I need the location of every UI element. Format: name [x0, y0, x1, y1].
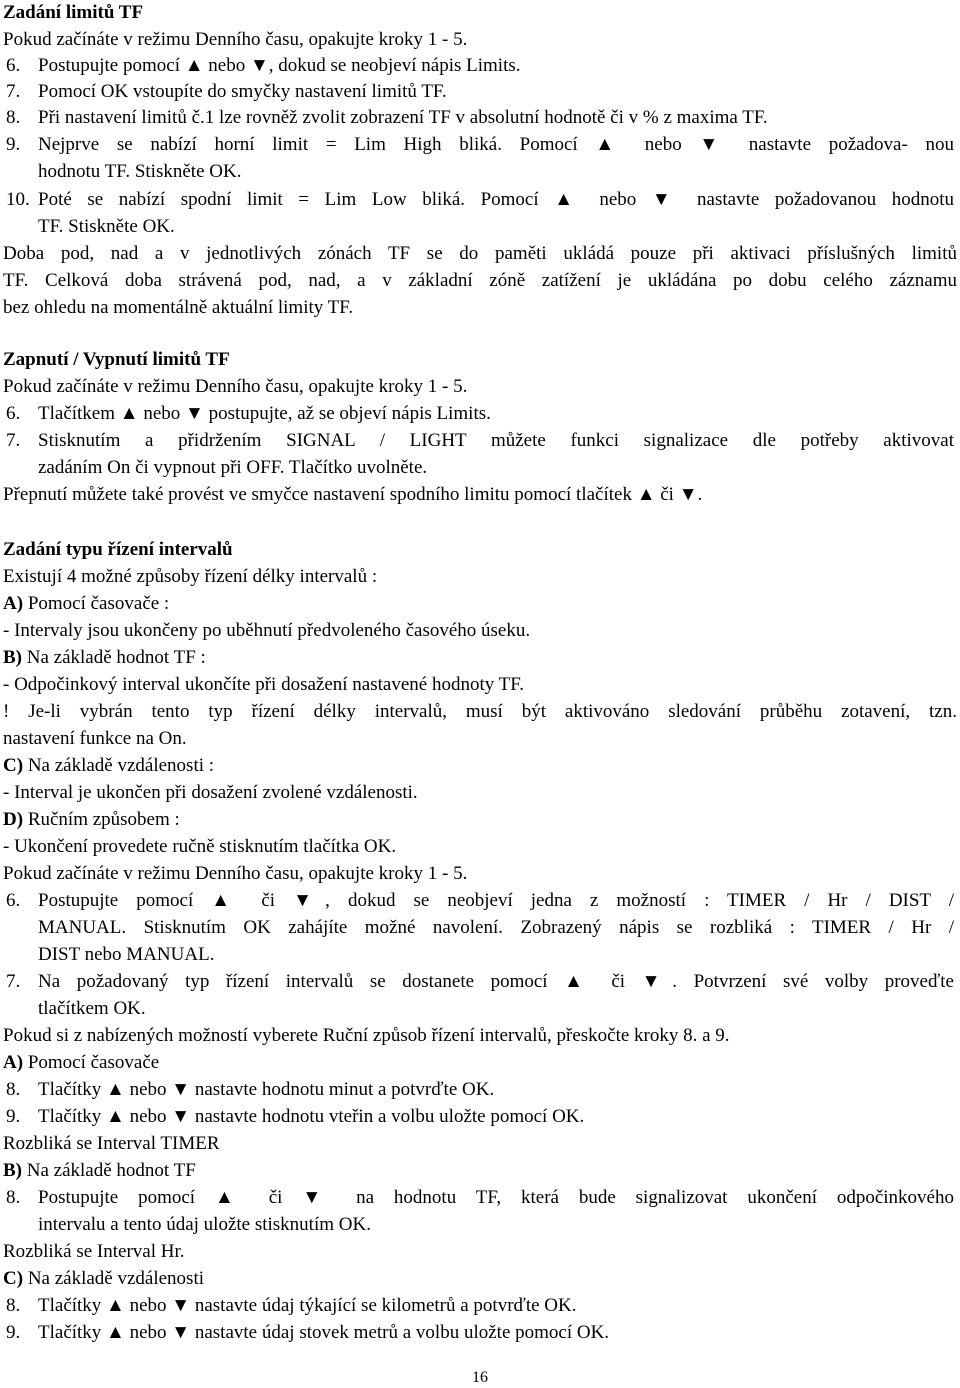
step-text: Postupujte pomocí ▲ či ▼, dokud se neobjeví jedna z možností : TIMER / Hr / DIST / — [38, 890, 954, 911]
step-text: MANUAL. Stisknutím OK zahájíte možné navolení. Zobrazený nápis se rozbliká : TIMER / Hr / — [38, 917, 954, 938]
step-text: Nejprve se nabízí horní limit = Lim High bliká. Pomocí ▲ nebo ▼ nastavte požadova- nou — [38, 134, 954, 155]
option-a-settings — [3, 1049, 957, 1076]
step-text: Tlačítky ▲ nebo ▼ nastavte údaj týkající se kilometrů a potvrďte OK. — [38, 1295, 577, 1316]
note-line: Pokud si z nabízených možností vyberete Ruční způsob řízení intervalů, přeskočte kroky 8. a 9. — [3, 1025, 730, 1046]
step-number: 7. — [6, 81, 21, 102]
option-letter: A) — [3, 1052, 24, 1073]
step-number: 7. — [6, 430, 21, 451]
option-title: Ručním způsobem : — [27, 809, 180, 830]
paragraph-line: Doba pod, nad a v jednotlivých zónách TF se do paměti ukládá pouze při aktivaci příslušných limitů — [3, 243, 957, 264]
page-number: 16 — [472, 1369, 488, 1386]
option-c-desc: - Interval je ukončen při dosažení zvolené vzdálenosti. — [3, 782, 418, 803]
option-letter: C) — [3, 755, 24, 776]
paragraph-line: TF. Celková doba strávená pod, nad, a v základní zóně zatížení je ukládána po dobu celého záznamu — [3, 270, 957, 291]
step-text: Poté se nabízí spodní limit = Lim Low bliká. Pomocí ▲ nebo ▼ nastavte požadovanou hodnotu — [38, 189, 954, 210]
option-c-settings — [3, 1265, 957, 1292]
step-number: 7. — [6, 971, 21, 992]
step-text: zadáním On či vypnout při OFF. Tlačítko uvolněte. — [38, 457, 428, 478]
step-text: intervalu a tento údaj uložte stisknutím OK. — [38, 1214, 371, 1235]
option-d-desc: - Ukončení provedete ručně stisknutím tlačítka OK. — [3, 836, 397, 857]
result-line: Rozbliká se Interval Hr. — [3, 1241, 185, 1262]
step-number: 6. — [6, 403, 21, 424]
step-text: DIST nebo MANUAL. — [38, 944, 215, 965]
step-number: 9. — [6, 134, 21, 155]
option-title: Na základě vzdálenosti : — [27, 755, 215, 776]
step-number: 6. — [6, 890, 21, 911]
step-text: Postupujte pomocí ▲ či ▼ na hodnotu TF, která bude signalizovat ukončení odpočinkového — [38, 1187, 954, 1208]
intro-line: Pokud začínáte v režimu Denního času, opakujte kroky 1 - 5. — [3, 29, 468, 50]
option-letter: A) — [3, 593, 24, 614]
note-line: Přepnutí můžete také provést ve smyčce nastavení spodního limitu pomocí tlačítek ▲ či ▼. — [3, 484, 703, 505]
step-number: 8. — [6, 107, 21, 128]
step-text: Na požadovaný typ řízení intervalů se dostanete pomocí ▲ či ▼. Potvrzení své volby proveďte — [38, 971, 954, 992]
step-text: Postupujte pomocí ▲ nebo ▼, dokud se neobjeví nápis Limits. — [38, 55, 521, 76]
option-letter: B) — [3, 647, 22, 668]
option-b — [3, 644, 957, 671]
step-number: 9. — [6, 1322, 21, 1343]
intro-line: Pokud začínáte v režimu Denního času, opakujte kroky 1 - 5. — [3, 863, 468, 884]
step-number: 9. — [6, 1106, 21, 1127]
section-title-limits: Zadání limitů TF — [3, 2, 144, 23]
step-text: Tlačítkem ▲ nebo ▼ postupujte, až se objeví nápis Limits. — [38, 403, 491, 424]
option-a-desc: - Intervaly jsou ukončeny po uběhnutí předvoleného časového úseku. — [3, 620, 531, 641]
step-text: TF. Stiskněte OK. — [38, 216, 175, 237]
option-c — [3, 752, 957, 779]
warning-line: nastavení funkce na On. — [3, 728, 187, 749]
step-number: 8. — [6, 1187, 21, 1208]
option-b-desc: - Odpočinkový interval ukončíte při dosažení nastavené hodnoty TF. — [3, 674, 525, 695]
step-number: 8. — [6, 1079, 21, 1100]
step-text: Tlačítky ▲ nebo ▼ nastavte hodnotu minut a potvrďte OK. — [38, 1079, 495, 1100]
step-text: Tlačítky ▲ nebo ▼ nastavte údaj stovek metrů a volbu uložte pomocí OK. — [38, 1322, 610, 1343]
option-letter: D) — [3, 809, 24, 830]
option-a — [3, 590, 957, 617]
option-title: Pomocí časovače : — [27, 593, 170, 614]
option-d — [3, 806, 957, 833]
step-number: 8. — [6, 1295, 21, 1316]
option-letter: C) — [3, 1268, 24, 1289]
step-text: Při nastavení limitů č.1 lze rovněž zvolit zobrazení TF v absolutní hodnotě či v % z maxima TF. — [38, 107, 768, 128]
result-line: Rozbliká se Interval TIMER — [3, 1133, 220, 1154]
step-text: tlačítkem OK. — [38, 998, 146, 1019]
option-title: Na základě vzdálenosti — [27, 1268, 205, 1289]
step-text: hodnotu TF. Stiskněte OK. — [38, 161, 242, 182]
section-title-interval-control: Zadání typu řízení intervalů — [3, 539, 233, 560]
step-number: 10. — [6, 189, 30, 210]
intro-line: Pokud začínáte v režimu Denního času, opakujte kroky 1 - 5. — [3, 376, 468, 397]
option-letter: B) — [3, 1160, 22, 1181]
option-b-settings — [3, 1157, 957, 1184]
option-title: Na základě hodnot TF — [26, 1160, 196, 1181]
option-title: Na základě hodnot TF : — [26, 647, 206, 668]
intro-line: Existují 4 možné způsoby řízení délky intervalů : — [3, 566, 378, 587]
step-text: Pomocí OK vstoupíte do smyčky nastavení limitů TF. — [38, 81, 447, 102]
warning-line: ! Je-li vybrán tento typ řízení délky intervalů, musí být aktivováno sledování průběhu zotavení, tzn. — [3, 701, 957, 722]
step-number: 6. — [6, 55, 21, 76]
section-title-on-off: Zapnutí / Vypnutí limitů TF — [3, 349, 230, 370]
paragraph-line: bez ohledu na momentálně aktuální limity TF. — [3, 297, 354, 318]
step-text: Stisknutím a přidržením SIGNAL / LIGHT můžete funkci signalizace dle potřeby aktivovat — [38, 430, 954, 451]
step-text: Tlačítky ▲ nebo ▼ nastavte hodnotu vteřin a volbu uložte pomocí OK. — [38, 1106, 585, 1127]
option-title: Pomocí časovače — [27, 1052, 160, 1073]
